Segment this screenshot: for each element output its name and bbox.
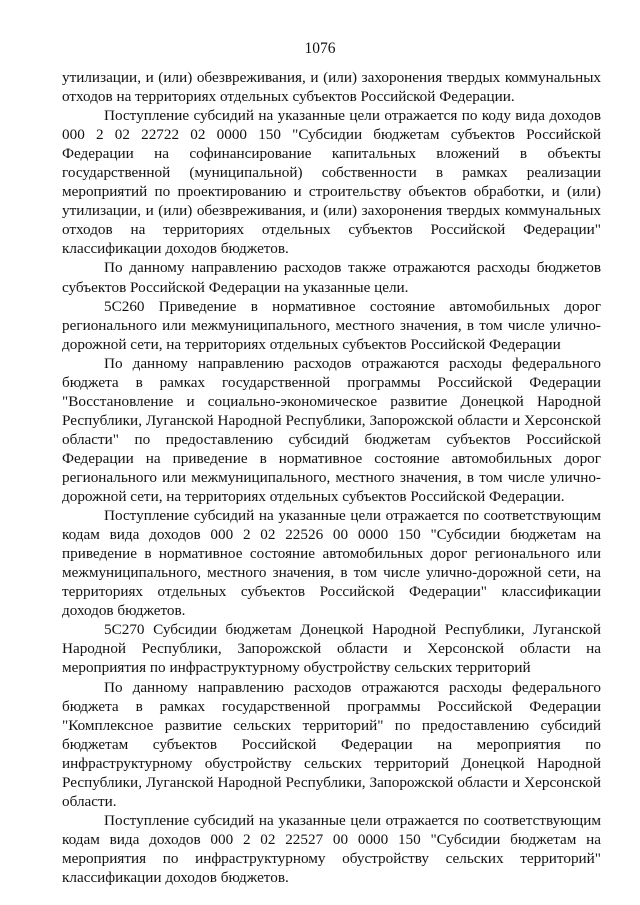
paragraph-federal-expenses-rural: По данному направлению расходов отражаются расходы федерального бюджета в рамках государственной программы Российской Федерации "Комплексное развитие сельских территорий" по предоставлению субсидий бюджетам субъектов Российской Федерации на мероприятия по инфраструктурному обустройству сельских территорий Донецкой Народной Республики, Луганской Народной Республики, Запорожской области и Херсонской области. — [62, 678, 601, 810]
paragraph-continuation: утилизации, и (или) обезвреживания, и (или) захоронения твердых коммунальных отходов на территориях отдельных субъектов Российской Федерации. — [62, 69, 601, 106]
paragraph-income-code-22527: Поступление субсидий на указанные цели отражается по соответствующим кодам вида доходов 000 2 02 22527 00 0000 150 "Субсидии бюджетам на мероприятия по инфраструктурному обустройству сельских территорий" классификации доходов бюджетов. — [62, 811, 601, 886]
paragraph-heading-5c260: 5С260 Приведение в нормативное состояние автомобильных дорог регионального или межмуниципального, местного значения, в том числе улично-дорожной сети, на территориях отдельных субъектов Российской Федерации — [62, 297, 601, 353]
paragraph-federal-expenses-roads: По данному направлению расходов отражаются расходы федерального бюджета в рамках государственной программы Российской Федерации "Восстановление и социально-экономическое развитие Донецкой Народной Республики, Луганской Народной Республики, Запорожской области и Херсонской области" по предоставлению субсидий бюджетам субъектов Российской Федерации на приведение в нормативное состояние автомобильных дорог регионального или межмуниципального, местного значения, в том числе улично-дорожной сети, на территориях отдельных субъектов Российской Федерации. — [62, 354, 601, 506]
paragraph-heading-5c270: 5С270 Субсидии бюджетам Донецкой Народной Республики, Луганской Народной Республики, Запорожской области и Херсонской области на мероприятия по инфраструктурному обустройству сельских территорий — [62, 621, 601, 677]
paragraph-regional-budgets: По данному направлению расходов также отражаются расходы бюджетов субъектов Российской Федерации на указанные цели. — [62, 259, 601, 296]
paragraph-income-code-22526: Поступление субсидий на указанные цели отражается по соответствующим кодам вида доходов 000 2 02 22526 00 0000 150 "Субсидии бюджетам на приведение в нормативное состояние автомобильных дорог регионального или межмуниципального, местного значения, в том числе улично-дорожной сети, на территориях отдельных субъектов Российской Федерации" классификации доходов бюджетов. — [62, 507, 601, 620]
document-body — [62, 68, 601, 887]
paragraph-income-code-22722: Поступление субсидий на указанные цели отражается по коду вида доходов 000 2 02 22722 02 0000 150 "Субсидии бюджетам субъектов Российской Федерации на софинансирование капитальных вложений в объекты государственной (муниципальной) собственности в рамках реализации мероприятий по проектированию и строительству объектов обработки, и (или) утилизации, и (или) обезвреживания, и (или) захоронения твердых коммунальных отходов на территориях отдельных субъектов Российской Федерации" классификации доходов бюджетов. — [62, 107, 601, 258]
page-number: 1076 — [304, 40, 336, 57]
